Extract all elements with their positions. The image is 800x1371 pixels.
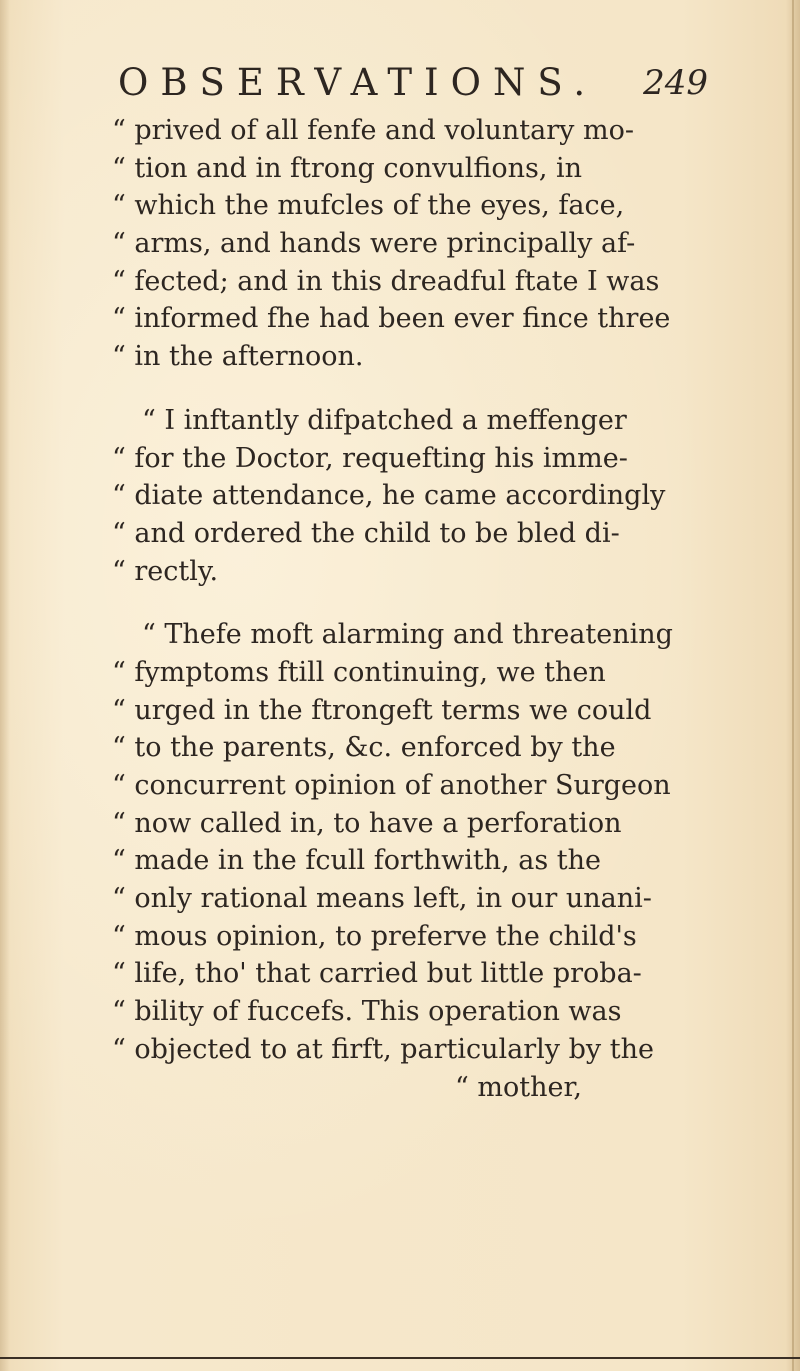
- text-line: “ and ordered the child to be bled di-: [112, 517, 620, 549]
- text-line: “ informed fhe had been ever fince three: [112, 303, 671, 335]
- text-line: “ tion and in ftrong convulfions, in: [112, 152, 583, 184]
- text-line: “ in the afternoon.: [112, 341, 364, 373]
- text-line: “ for the Doctor, requefting his imme-: [112, 442, 628, 474]
- page-edge-line: [792, 0, 794, 1371]
- text-line: “ life, tho' that carried but little proba-: [112, 958, 642, 990]
- running-head: OBSERVATIONS.: [118, 61, 598, 104]
- text-line: “ Thefe moft alarming and threatening: [142, 619, 673, 651]
- page-number: 249: [643, 63, 708, 103]
- text-line: “ bility of fuccefs. This operation was: [112, 996, 622, 1028]
- text-line: “ fected; and in this dreadful ftate I was: [112, 265, 660, 297]
- text-line: “ mous opinion, to preferve the child's: [112, 920, 637, 952]
- text-line: “ diate attendance, he came accordingly: [112, 480, 666, 512]
- paragraph-gap: [112, 376, 712, 402]
- text-line: “ I inftantly difpatched a meffenger: [142, 404, 627, 436]
- text-line: “ which the mufcles of the eyes, face,: [112, 190, 625, 222]
- paragraph-gap: [112, 590, 712, 616]
- text-line: “ only rational means left, in our unani-: [112, 883, 652, 915]
- catchword: “ mother,: [455, 1071, 582, 1103]
- text-line: “ prived of all fenfe and voluntary mo-: [112, 115, 634, 146]
- text-line: “ fymptoms ftill continuing, we then: [112, 656, 606, 688]
- text-line: “ concurrent opinion of another Surgeon: [112, 770, 671, 801]
- page-left-edge: [0, 0, 10, 1371]
- bottom-rule: [0, 1357, 800, 1359]
- body-text: [112, 112, 712, 1106]
- text-line: “ objected to at firft, particularly by the: [112, 1033, 654, 1065]
- text-line: “ now called in, to have a perforation: [112, 807, 622, 839]
- text-line: “ arms, and hands were principally af-: [112, 228, 636, 260]
- text-line: “ urged in the ftrongeft terms we could: [112, 694, 652, 726]
- text-line: “ rectly.: [112, 555, 219, 587]
- page-header: [118, 58, 708, 108]
- text-line: “ to the parents, &c. enforced by the: [112, 732, 616, 764]
- text-line: “ made in the fcull forthwith, as the: [112, 845, 601, 877]
